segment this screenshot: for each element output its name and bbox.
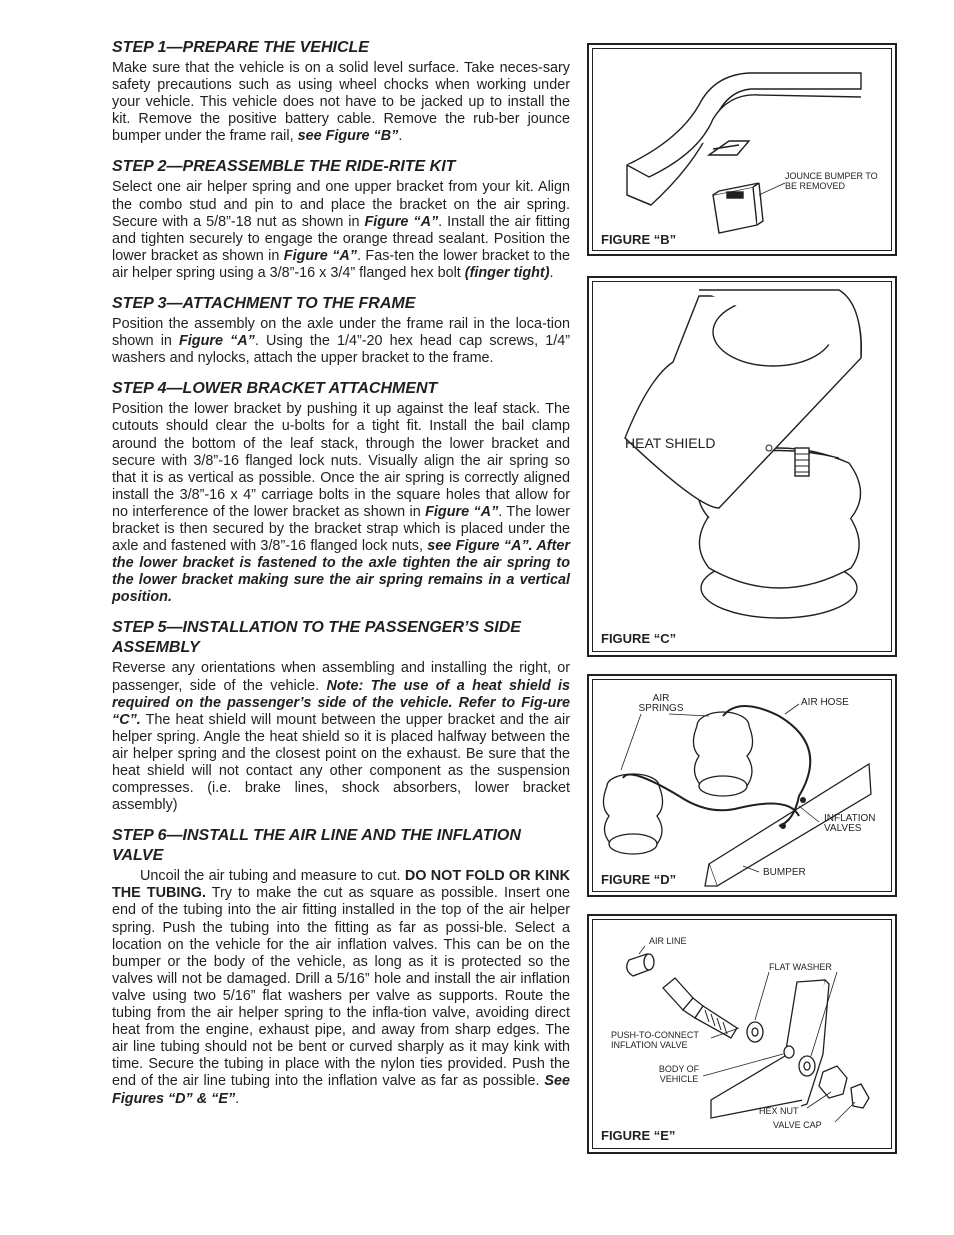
- figure-caption: FIGURE “E”: [601, 1128, 676, 1143]
- body-text: . The lower bracket is then secured by the bracket strap which is placed under the axle and fastened with 3/8”-16 flanged lock nuts,: [112, 503, 570, 555]
- body-text: Uncoil the air tubing and measure to cut.: [140, 868, 405, 885]
- step-4: [112, 379, 570, 606]
- air-line-routing-illustration: [589, 676, 895, 895]
- step-body: [112, 868, 570, 1107]
- figure-c: [587, 276, 897, 657]
- figure-caption: FIGURE “B”: [601, 232, 677, 247]
- body-text: Try to make the cut as square as possible. Insert one end of the tubing into the air fitting installed in the top of the air helper spring. Push the tubing into the fitting as far as possi-ble. Select a location on the vehicle for the air inflation valves. This can be on the bumper or the body of the vehicle, as long as it is protected so the valves will not be damaged. Drill a 5/16” hole and install the air inflation valve using two 5/16” flat washers per valve as supports. Route the tubing from the air helper spring to the infla-tion valve, avoiding direct heat from the engine, exhaust pipe, and away from sharp edges. The air line tubing should not be bent or curved sharply as it may kink with time. Secure the tubing in place with the nylon ties provided. Push the end of the air line tubing into the inflation valve as far as possible.: [112, 885, 570, 1090]
- figure-d: [587, 674, 897, 897]
- label-push-to-connect: PUSH-TO-CONNECT INFLATION VALVE: [611, 1030, 699, 1050]
- step-title: STEP 4—LOWER BRACKET ATTACHMENT: [112, 380, 438, 398]
- label-inflation-valves: INFLATION VALVES: [824, 813, 876, 834]
- emphasis-text: Figure “A”: [364, 213, 439, 230]
- step-title: STEP 5—INSTALLATION TO THE PASSENGER’S SIDE ASSEMBLY: [112, 619, 521, 657]
- step-body: [112, 60, 570, 145]
- emphasis-text: see Figure “B”: [297, 128, 399, 145]
- step-2: [112, 157, 570, 282]
- label-flat-washer: FLAT WASHER: [769, 962, 832, 972]
- body-text: .: [549, 264, 554, 281]
- jounce-bumper-illustration: [589, 45, 895, 254]
- step-body: [112, 660, 570, 814]
- step-title: STEP 2—PREASSEMBLE THE RIDE-RITE KIT: [112, 158, 456, 176]
- emphasis-text: see Figure “A”. After the lower bracket is fastened to the axle tighten the air spring to the lower bracket making sure the air spring remains in a vertical position.: [112, 538, 570, 606]
- emphasis-text: Figure “A”: [283, 247, 357, 264]
- step-title: STEP 1—PREPARE THE VEHICLE: [112, 39, 369, 56]
- label-body-of-vehicle: BODY OF VEHICLE: [658, 1064, 700, 1084]
- heat-shield-illustration: [589, 278, 895, 655]
- figure-caption: FIGURE “C”: [601, 631, 677, 646]
- warning-text: DO NOT FOLD OR KINK THE TUBING.: [112, 868, 570, 902]
- body-text: Position the lower bracket by pushing it up against the leaf stack. The cutouts should clear the u-bolts for a tight fit. Install the bail clamp around the bottom of the leaf stack, through the lower bracket and secure with 3/8”-16 flanged lock nuts. Visually align the air spring so that it is as vertical as possible. Once the air spring is correctly aligned install the 3/8”-16 x 4” carriage bolts in the square holes that allow for no interference of the lower bracket as shown in: [112, 401, 570, 520]
- instruction-column: [112, 38, 570, 1120]
- body-text: .: [398, 128, 403, 145]
- body-text: . Using the 1/4”-20 hex head cap screws, 1/4” washers and nylocks, attach the upper bracket to the frame.: [112, 333, 570, 367]
- body-text: Select one air helper spring and one upper bracket from your kit. Align the combo stud and pin to and place the bracket on the air spring. Secure with a 5/8”-18 nut as shown in: [112, 179, 570, 230]
- body-text: Position the assembly on the axle under the frame rail in the loca-tion shown in: [112, 316, 570, 350]
- label-air-line: AIR LINE: [649, 936, 687, 946]
- step-body: [112, 179, 570, 282]
- step-body: [112, 401, 570, 606]
- body-text: . Install the air fitting and tighten securely to engage the orange thread sealant. Position the lower bracket as shown in: [112, 213, 570, 264]
- step-5: [112, 618, 570, 814]
- label-valve-cap: VALVE CAP: [773, 1120, 822, 1130]
- label-jounce-bumper: JOUNCE BUMPER TO BE REMOVED: [785, 171, 878, 191]
- body-text: .: [235, 1090, 240, 1107]
- label-hex-nut: HEX NUT: [759, 1106, 799, 1116]
- label-heat-shield: HEAT SHIELD: [625, 435, 716, 451]
- emphasis-text: Figure “A”: [179, 333, 255, 350]
- step-3: [112, 294, 570, 367]
- body-text: . Fas-ten the lower bracket to the air helper spring using a 3/8”-16 x 3/4” flanged hex bolt: [112, 247, 570, 281]
- label-air-springs: AIR SPRINGS: [638, 693, 684, 714]
- step-body: [112, 316, 570, 367]
- step-title: STEP 6—INSTALL THE AIR LINE AND THE INFLATION VALVE: [112, 827, 521, 865]
- step-1: [112, 38, 570, 145]
- label-air-hose: AIR HOSE: [801, 697, 849, 708]
- emphasis-text: Note: The use of a heat shield is required on the passenger’s side of the vehicle. Refer to Fig-ure “C”.: [112, 677, 570, 728]
- body-text: Reverse any orientations when assembling and installing the right, or passenger, side of the vehicle.: [112, 660, 570, 694]
- figure-b: [587, 43, 897, 256]
- step-title: STEP 3—ATTACHMENT TO THE FRAME: [112, 295, 416, 313]
- figure-caption: FIGURE “D”: [601, 872, 677, 887]
- figure-e: [587, 914, 897, 1154]
- step-6: [112, 826, 570, 1107]
- emphasis-text: Figure “A”: [425, 503, 499, 520]
- emphasis-text: (finger tight): [464, 264, 550, 281]
- label-bumper: BUMPER: [763, 867, 806, 878]
- emphasis-text: See Figures “D” & “E”: [112, 1073, 570, 1107]
- body-text: The heat shield will mount between the upper bracket and the air helper spring. Angle the heat shield so it is placed halfway between the air helper spring and the closest point on the exhaust. Be sure that the heat shield will not contact any other component as the suspension compresses. (i.e. brake lines, shock absorbers, lower bracket assembly): [112, 711, 570, 814]
- body-text: Make sure that the vehicle is on a solid level surface. Take neces-sary safety precautions such as using wheel chocks when working under your vehicle. This vehicle does not have to be jacked up to install the kit. Remove the positive battery cable. Remove the rub-ber jounce bumper under the frame rail,: [112, 60, 570, 145]
